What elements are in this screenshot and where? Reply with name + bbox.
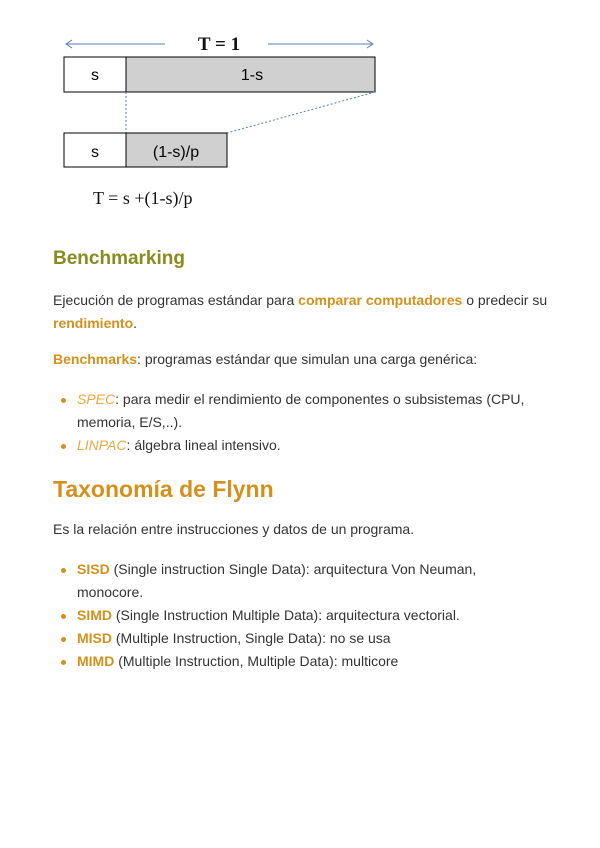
benchmarks-desc: : programas estándar que simulan una carga genérica:: [137, 351, 478, 367]
misd-term: MISD: [77, 630, 112, 646]
benchmarking-paragraph: [53, 289, 553, 335]
flynn-list: [53, 558, 533, 673]
flynn-intro: Es la relación entre instrucciones y datos de un programa.: [53, 521, 415, 537]
sisd-desc: (Single instruction Single Data): arquitectura Von Neuman, monocore.: [77, 561, 477, 600]
row1-s-label: s: [91, 67, 99, 84]
simd-desc: (Single Instruction Multiple Data): arquitectura vectorial.: [112, 607, 460, 623]
speedup-formula: T = s +(1-s)/p: [93, 188, 193, 208]
list-item: [53, 558, 533, 604]
list-item: [53, 388, 533, 434]
list-item: [53, 650, 533, 673]
list-item: [53, 627, 533, 650]
para1-highlight-rendimiento: rendimiento: [53, 315, 134, 331]
amdahl-diagram: [0, 0, 600, 230]
benchmarking-heading: Benchmarking: [53, 248, 185, 269]
para1-highlight-compare: comparar computadores: [298, 292, 463, 308]
connector-diagonal: [227, 92, 375, 133]
linpac-desc: : álgebra lineal intensivo.: [126, 437, 281, 453]
mimd-desc: (Multiple Instruction, Multiple Data): multicore: [114, 653, 399, 669]
benchmarks-term: Benchmarks: [53, 351, 138, 367]
row1-parallel-label: 1-s: [240, 67, 264, 84]
para1-text-1: Ejecución de programas estándar para: [53, 292, 299, 308]
benchmark-list: [53, 388, 533, 457]
row2-parallel-label: (1-s)/p: [152, 144, 200, 161]
row2-s-label: s: [91, 144, 99, 161]
list-item: [53, 434, 533, 457]
simd-term: SIMD: [77, 607, 112, 623]
flynn-heading: Taxonomía de Flynn: [53, 476, 274, 502]
linpac-term: LINPAC: [77, 437, 127, 453]
para1-text-2: o predecir su: [462, 292, 548, 308]
para1-text-3: .: [133, 315, 138, 331]
mimd-term: MIMD: [77, 653, 115, 669]
benchmarks-paragraph: [53, 348, 477, 371]
t-label: T = 1: [197, 34, 241, 55]
spec-term: SPEC: [77, 391, 116, 407]
sisd-term: SISD: [77, 561, 110, 577]
misd-desc: (Multiple Instruction, Single Data): no se usa: [112, 630, 391, 646]
spec-desc: : para medir el rendimiento de componentes o subsistemas (CPU, memoria, E/S,..).: [77, 391, 525, 430]
list-item: [53, 604, 533, 627]
